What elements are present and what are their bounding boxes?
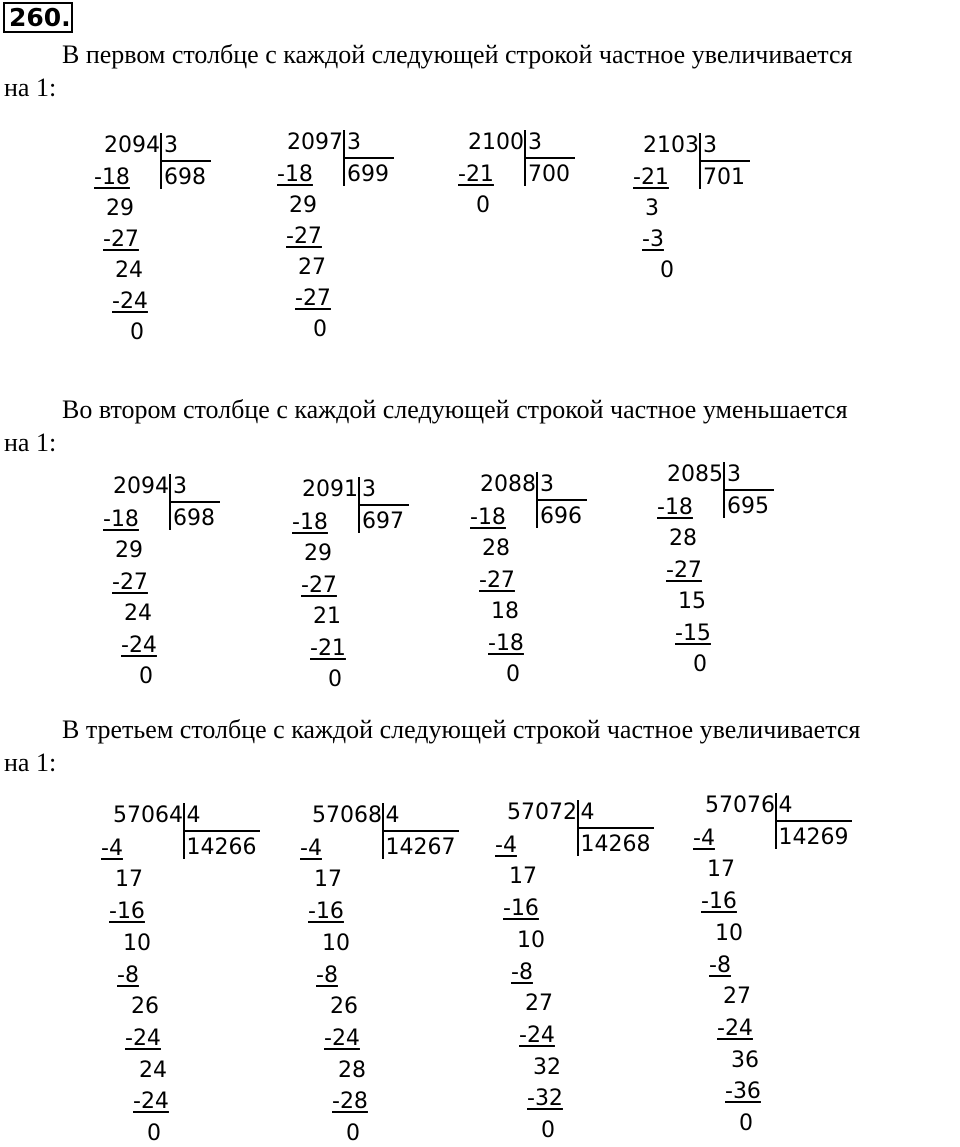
remainder: 27 (525, 991, 553, 1017)
remainder: 36 (731, 1047, 759, 1073)
quotient: 696 (540, 504, 582, 529)
division-horizontal-bar (723, 489, 774, 491)
section-1-text-line1: В первом столбце с каждой следующей строкой частное увеличивается (62, 40, 853, 69)
subtrahend: -24 (324, 1025, 360, 1051)
subtrahend: -21 (633, 165, 669, 190)
remainder: 32 (533, 1054, 561, 1080)
quotient: 700 (528, 162, 570, 187)
subtrahend: -24 (112, 289, 148, 314)
remainder: 28 (338, 1057, 366, 1083)
division-horizontal-bar (183, 830, 261, 832)
subtrahend: -18 (488, 630, 524, 656)
subtrahend: -27 (295, 286, 331, 311)
dividend: 2097 (287, 130, 343, 155)
divisor: 4 (186, 803, 201, 828)
subtrahend: -27 (286, 224, 322, 249)
subtrahend: -15 (675, 620, 711, 646)
remainder: 0 (328, 667, 342, 692)
divisor: 3 (703, 133, 717, 158)
subtrahend: -24 (133, 1089, 169, 1115)
remainder: 0 (346, 1121, 360, 1146)
dividend: 2091 (302, 477, 358, 502)
quotient: 695 (727, 494, 769, 519)
quotient: 697 (362, 509, 404, 534)
subtrahend: -24 (717, 1015, 753, 1041)
divisor: 3 (540, 472, 554, 497)
dividend: 57064 (113, 803, 183, 828)
division-horizontal-bar (169, 501, 220, 503)
subtrahend: -21 (458, 162, 494, 187)
remainder: 24 (124, 601, 152, 626)
subtrahend: -27 (301, 572, 337, 598)
remainder: 29 (106, 196, 134, 221)
section-2-text-line2: на 1: (4, 428, 57, 457)
subtrahend: -27 (666, 557, 702, 583)
subtrahend: -18 (94, 165, 130, 190)
remainder: 28 (482, 536, 510, 561)
remainder: 24 (115, 258, 143, 283)
quotient: 14269 (778, 825, 849, 850)
remainder: 15 (678, 589, 706, 614)
remainder: 10 (517, 927, 545, 953)
subtrahend: -24 (121, 632, 157, 658)
remainder: 0 (660, 258, 674, 283)
remainder: 17 (707, 857, 735, 883)
subtrahend: -4 (101, 835, 123, 861)
division-horizontal-bar (160, 160, 211, 162)
remainder: 17 (509, 864, 537, 890)
quotient: 14268 (580, 832, 651, 857)
remainder: 0 (506, 662, 520, 687)
dividend: 2085 (667, 462, 723, 487)
dividend: 2100 (468, 130, 524, 155)
subtrahend: -32 (527, 1086, 563, 1112)
subtrahend: -21 (310, 635, 346, 661)
remainder: 0 (313, 317, 327, 342)
subtrahend: -27 (479, 567, 515, 593)
divisor: 3 (164, 133, 178, 158)
quotient: 698 (173, 506, 215, 531)
dividend: 2094 (113, 474, 169, 499)
remainder: 17 (115, 867, 143, 893)
subtrahend: -16 (701, 889, 737, 915)
divisor: 4 (778, 793, 793, 818)
remainder: 29 (115, 538, 143, 563)
division-horizontal-bar (358, 504, 409, 506)
subtrahend: -8 (511, 959, 533, 985)
quotient: 698 (164, 165, 206, 190)
subtrahend: -18 (657, 494, 693, 520)
remainder: 27 (298, 255, 326, 280)
subtrahend: -3 (642, 227, 664, 252)
problem-number: 260. (3, 2, 73, 33)
subtrahend: -16 (503, 896, 539, 922)
subtrahend: -4 (300, 835, 322, 861)
remainder: 3 (645, 196, 659, 221)
remainder: 18 (491, 599, 519, 624)
subtrahend: -24 (125, 1025, 161, 1051)
subtrahend: -4 (495, 832, 517, 858)
remainder: 0 (541, 1118, 555, 1143)
dividend: 57072 (507, 800, 577, 825)
remainder: 0 (147, 1121, 161, 1146)
division-horizontal-bar (577, 827, 655, 829)
remainder: 0 (476, 193, 490, 218)
remainder: 24 (139, 1057, 167, 1083)
quotient: 699 (347, 162, 389, 187)
subtrahend: -8 (316, 962, 338, 988)
subtrahend: -18 (103, 506, 139, 532)
dividend: 2103 (643, 133, 699, 158)
subtrahend: -16 (308, 899, 344, 925)
subtrahend: -8 (117, 962, 139, 988)
divisor: 3 (173, 474, 187, 499)
section-1-text (0, 38, 960, 104)
subtrahend: -28 (332, 1089, 368, 1115)
dividend: 57076 (705, 793, 775, 818)
subtrahend: -27 (103, 227, 139, 252)
quotient: 701 (703, 165, 745, 190)
subtrahend: -8 (709, 952, 731, 978)
remainder: 0 (139, 664, 153, 689)
remainder: 29 (304, 541, 332, 566)
subtrahend: -18 (292, 509, 328, 535)
subtrahend: -36 (725, 1079, 761, 1105)
division-horizontal-bar (775, 820, 853, 822)
division-horizontal-bar (699, 160, 750, 162)
remainder: 28 (669, 526, 697, 551)
remainder: 27 (723, 984, 751, 1010)
division-horizontal-bar (524, 157, 575, 159)
remainder: 26 (131, 994, 159, 1020)
section-1-text-line2: на 1: (4, 73, 57, 102)
subtrahend: -18 (277, 162, 313, 187)
division-horizontal-bar (343, 157, 394, 159)
section-2-text-line1: Во втором столбце с каждой следующей строкой частное уменьшается (62, 395, 848, 424)
dividend: 57068 (312, 803, 382, 828)
remainder: 26 (330, 994, 358, 1020)
remainder: 21 (313, 604, 341, 629)
remainder: 29 (289, 193, 317, 218)
subtrahend: -18 (470, 504, 506, 530)
remainder: 0 (130, 320, 144, 345)
section-3-text-line1: В третьем столбце с каждой следующей строкой частное увеличивается (62, 715, 861, 744)
divisor: 3 (347, 130, 361, 155)
division-horizontal-bar (536, 499, 587, 501)
remainder: 0 (739, 1111, 753, 1136)
divisor: 4 (385, 803, 400, 828)
section-3-text (0, 713, 960, 779)
divisor: 3 (727, 462, 741, 487)
divisor: 3 (362, 477, 376, 502)
section-2-text (0, 393, 960, 459)
remainder: 17 (314, 867, 342, 893)
dividend: 2088 (480, 472, 536, 497)
subtrahend: -24 (519, 1022, 555, 1048)
section-3-text-line2: на 1: (4, 748, 57, 777)
remainder: 10 (322, 930, 350, 956)
dividend: 2094 (104, 133, 160, 158)
quotient: 14267 (385, 835, 456, 860)
divisor: 3 (528, 130, 542, 155)
subtrahend: -16 (109, 899, 145, 925)
division-horizontal-bar (382, 830, 460, 832)
subtrahend: -4 (693, 825, 715, 851)
quotient: 14266 (186, 835, 257, 860)
remainder: 10 (123, 930, 151, 956)
divisor: 4 (580, 800, 595, 825)
remainder: 10 (715, 920, 743, 946)
subtrahend: -27 (112, 569, 148, 595)
remainder: 0 (693, 652, 707, 677)
